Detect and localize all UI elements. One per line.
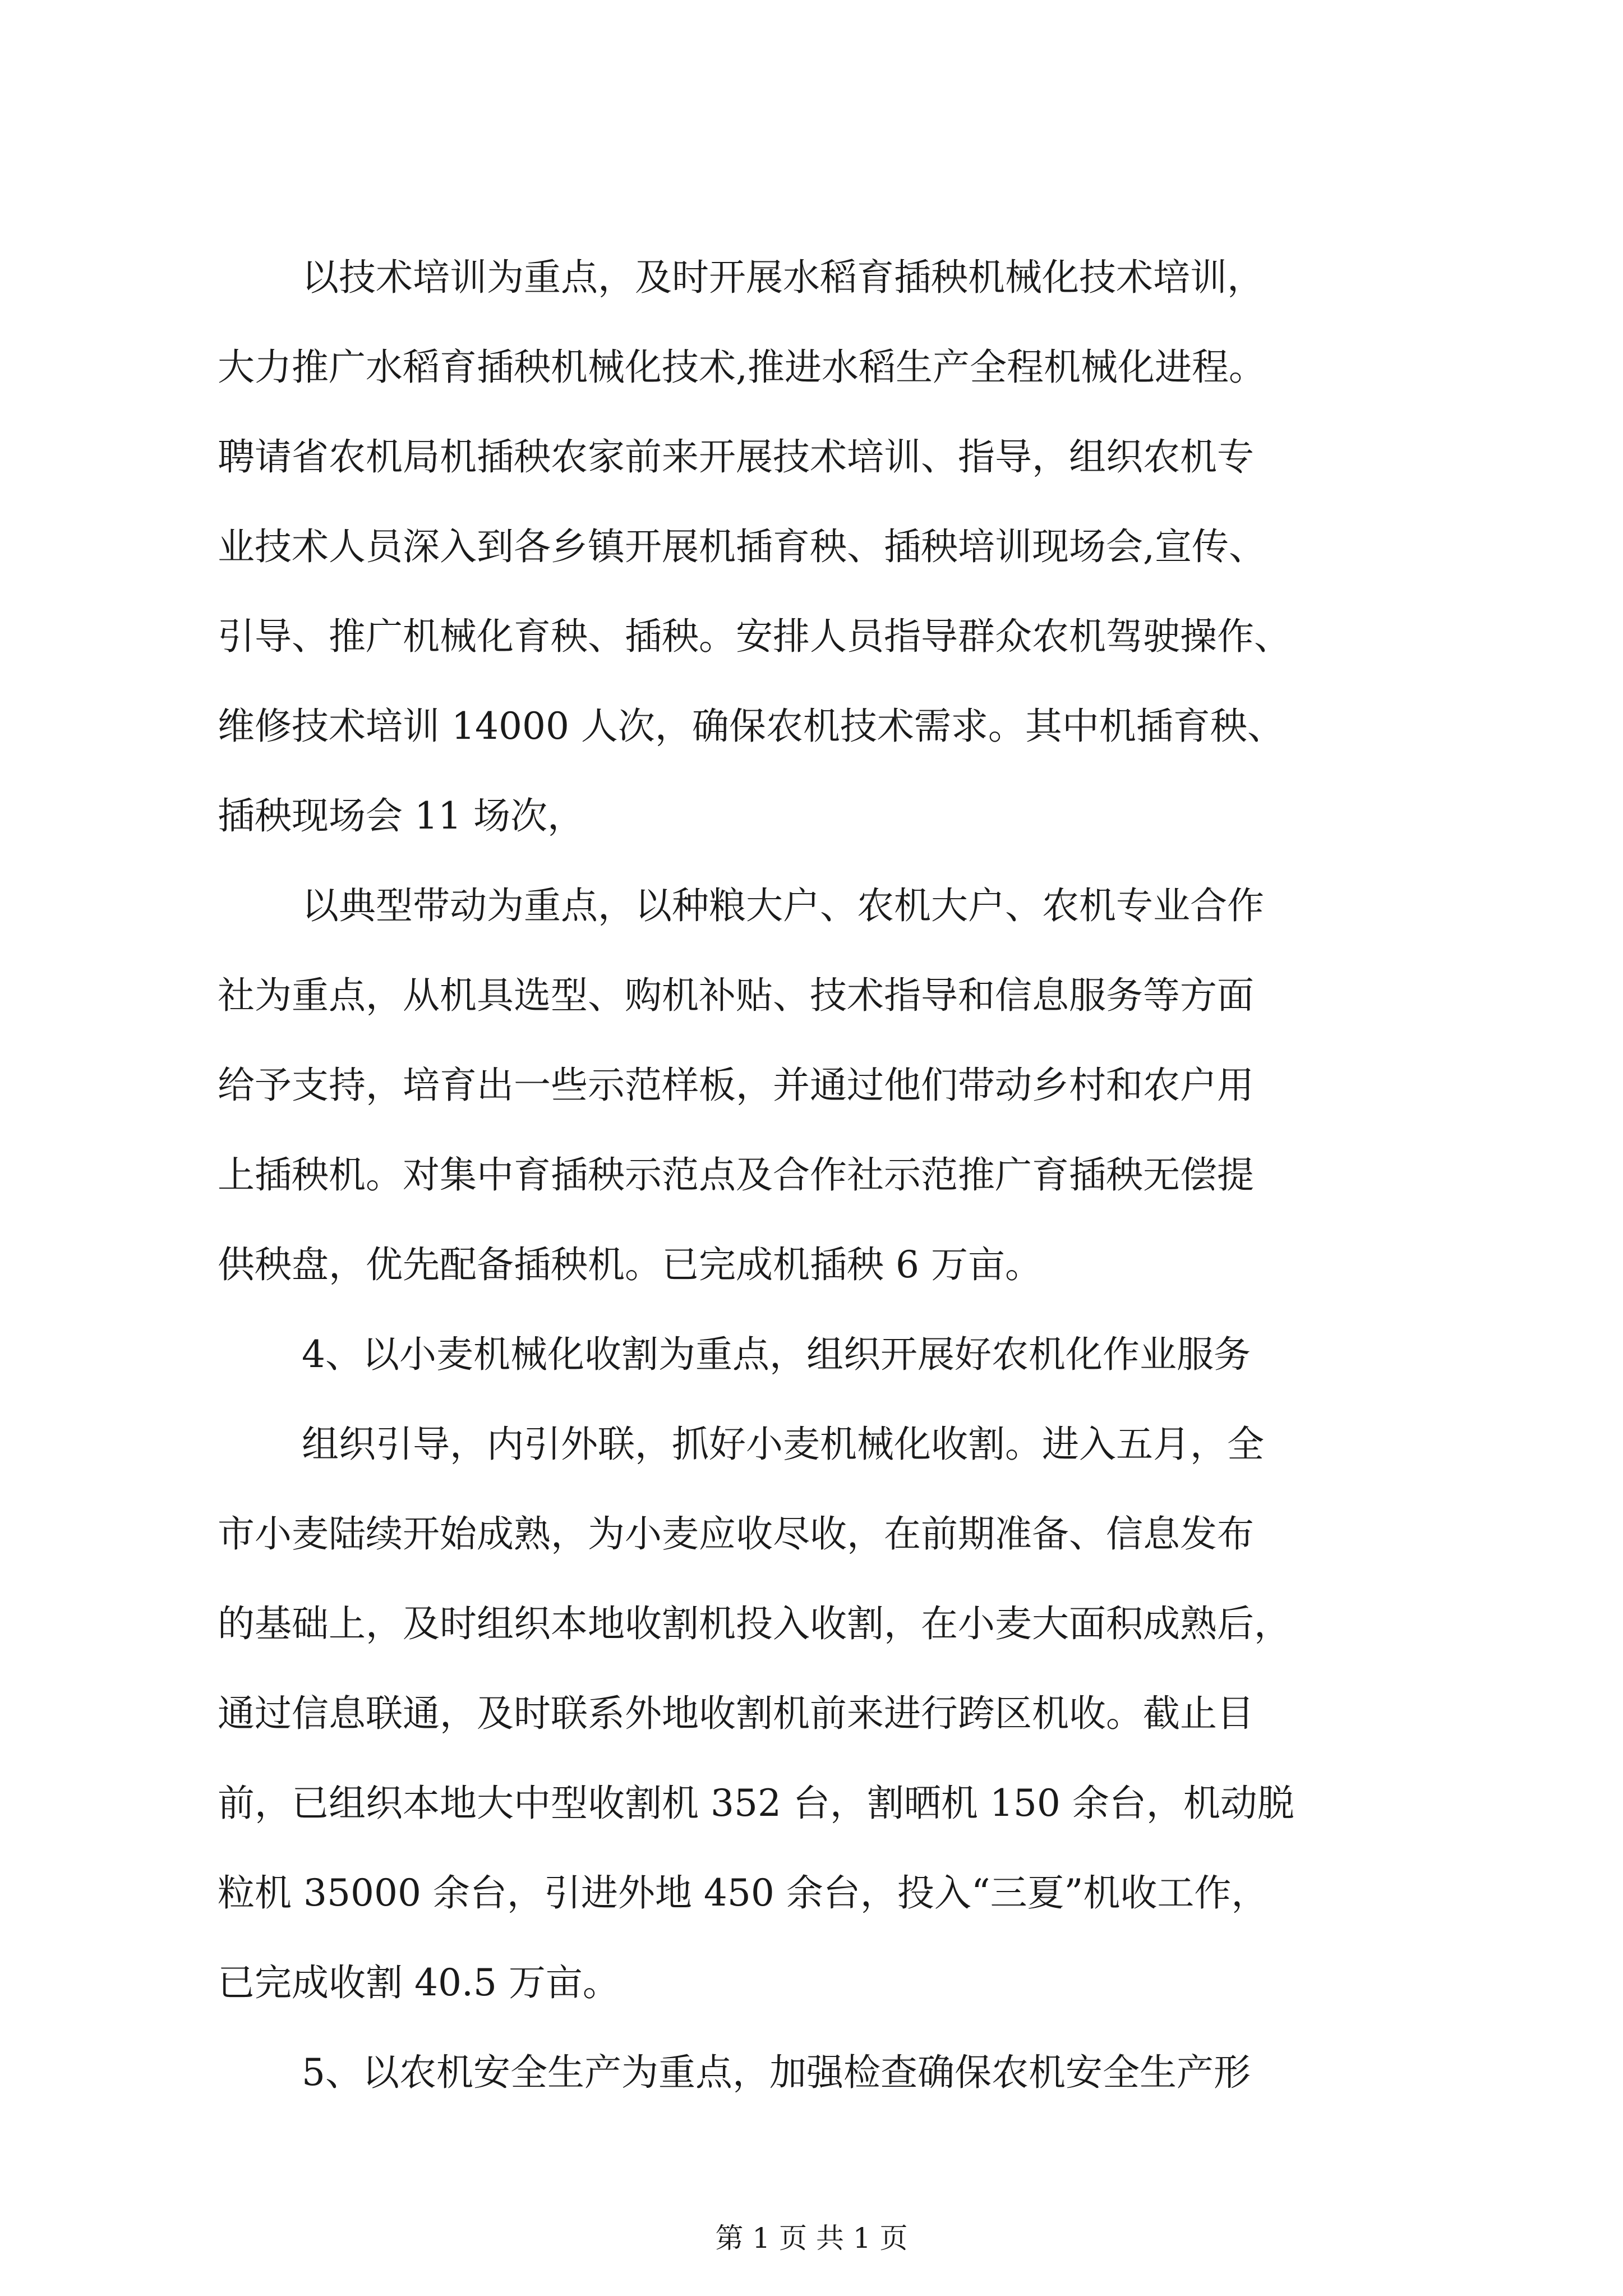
text-line-5: 引导、推广机械化育秧、插秧。安排人员指导群众农机驾驶操作、 <box>218 615 1291 658</box>
page-footer: 第 1 页 共 1 页 <box>715 2222 908 2254</box>
text-line-9: 社为重点，从机具选型、购机补贴、技术指导和信息服务等方面 <box>218 974 1254 1017</box>
text-line-7: 插秧现场会 11 场次， <box>218 794 584 838</box>
text-line-17: 通过信息联通，及时联系外地收割机前来进行跨区机收。截止目 <box>218 1692 1254 1735</box>
text-line-6: 维修技术培训 14000 人次，确保农机技术需求。其中机插育秧、 <box>218 705 1284 748</box>
text-line-14: 组织引导，内引外联，抓好小麦机械化收割。进入五月，全 <box>302 1423 1264 1466</box>
text-line-2: 大力推广水稻育插秧机械化技术,推进水稻生产全程机械化进程。 <box>218 346 1266 389</box>
text-line-10: 给予支持，培育出一些示范样板，并通过他们带动乡村和农户用 <box>218 1064 1254 1107</box>
text-line-13: 4、以小麦机械化收割为重点，组织开展好农机化作业服务 <box>302 1333 1251 1376</box>
text-line-12: 供秧盘，优先配备插秧机。已完成机插秧 6 万亩。 <box>218 1243 1042 1286</box>
text-line-3: 聘请省农机局机插秧农家前来开展技术培训、指导，组织农机专 <box>218 435 1254 478</box>
text-line-21: 5、以农机安全生产为重点，加强检查确保农机安全生产形 <box>302 2051 1251 2094</box>
text-line-8: 以典型带动为重点，以种粮大户、农机大户、农机专业合作 <box>302 884 1264 927</box>
text-line-20: 已完成收割 40.5 万亩。 <box>218 1961 620 2004</box>
text-line-15: 市小麦陆续开始成熟，为小麦应收尽收，在前期准备、信息发布 <box>218 1512 1254 1556</box>
text-line-1: 以技术培训为重点，及时开展水稻育插秧机械化技术培训， <box>302 256 1264 299</box>
text-line-4: 业技术人员深入到各乡镇开展机插育秧、插秧培训现场会,宣传、 <box>218 525 1266 568</box>
text-line-11: 上插秧机。对集中育插秧示范点及合作社示范推广育插秧无偿提 <box>218 1153 1254 1197</box>
text-line-19: 粒机 35000 余台，引进外地 450 余台，投入“三夏”机收工作， <box>218 1871 1269 1915</box>
text-line-18: 前，已组织本地大中型收割机 352 台，割晒机 150 余台，机动脱 <box>218 1782 1294 1825</box>
text-line-16: 的基础上，及时组织本地收割机投入收割，在小麦大面积成熟后， <box>218 1602 1291 1645</box>
